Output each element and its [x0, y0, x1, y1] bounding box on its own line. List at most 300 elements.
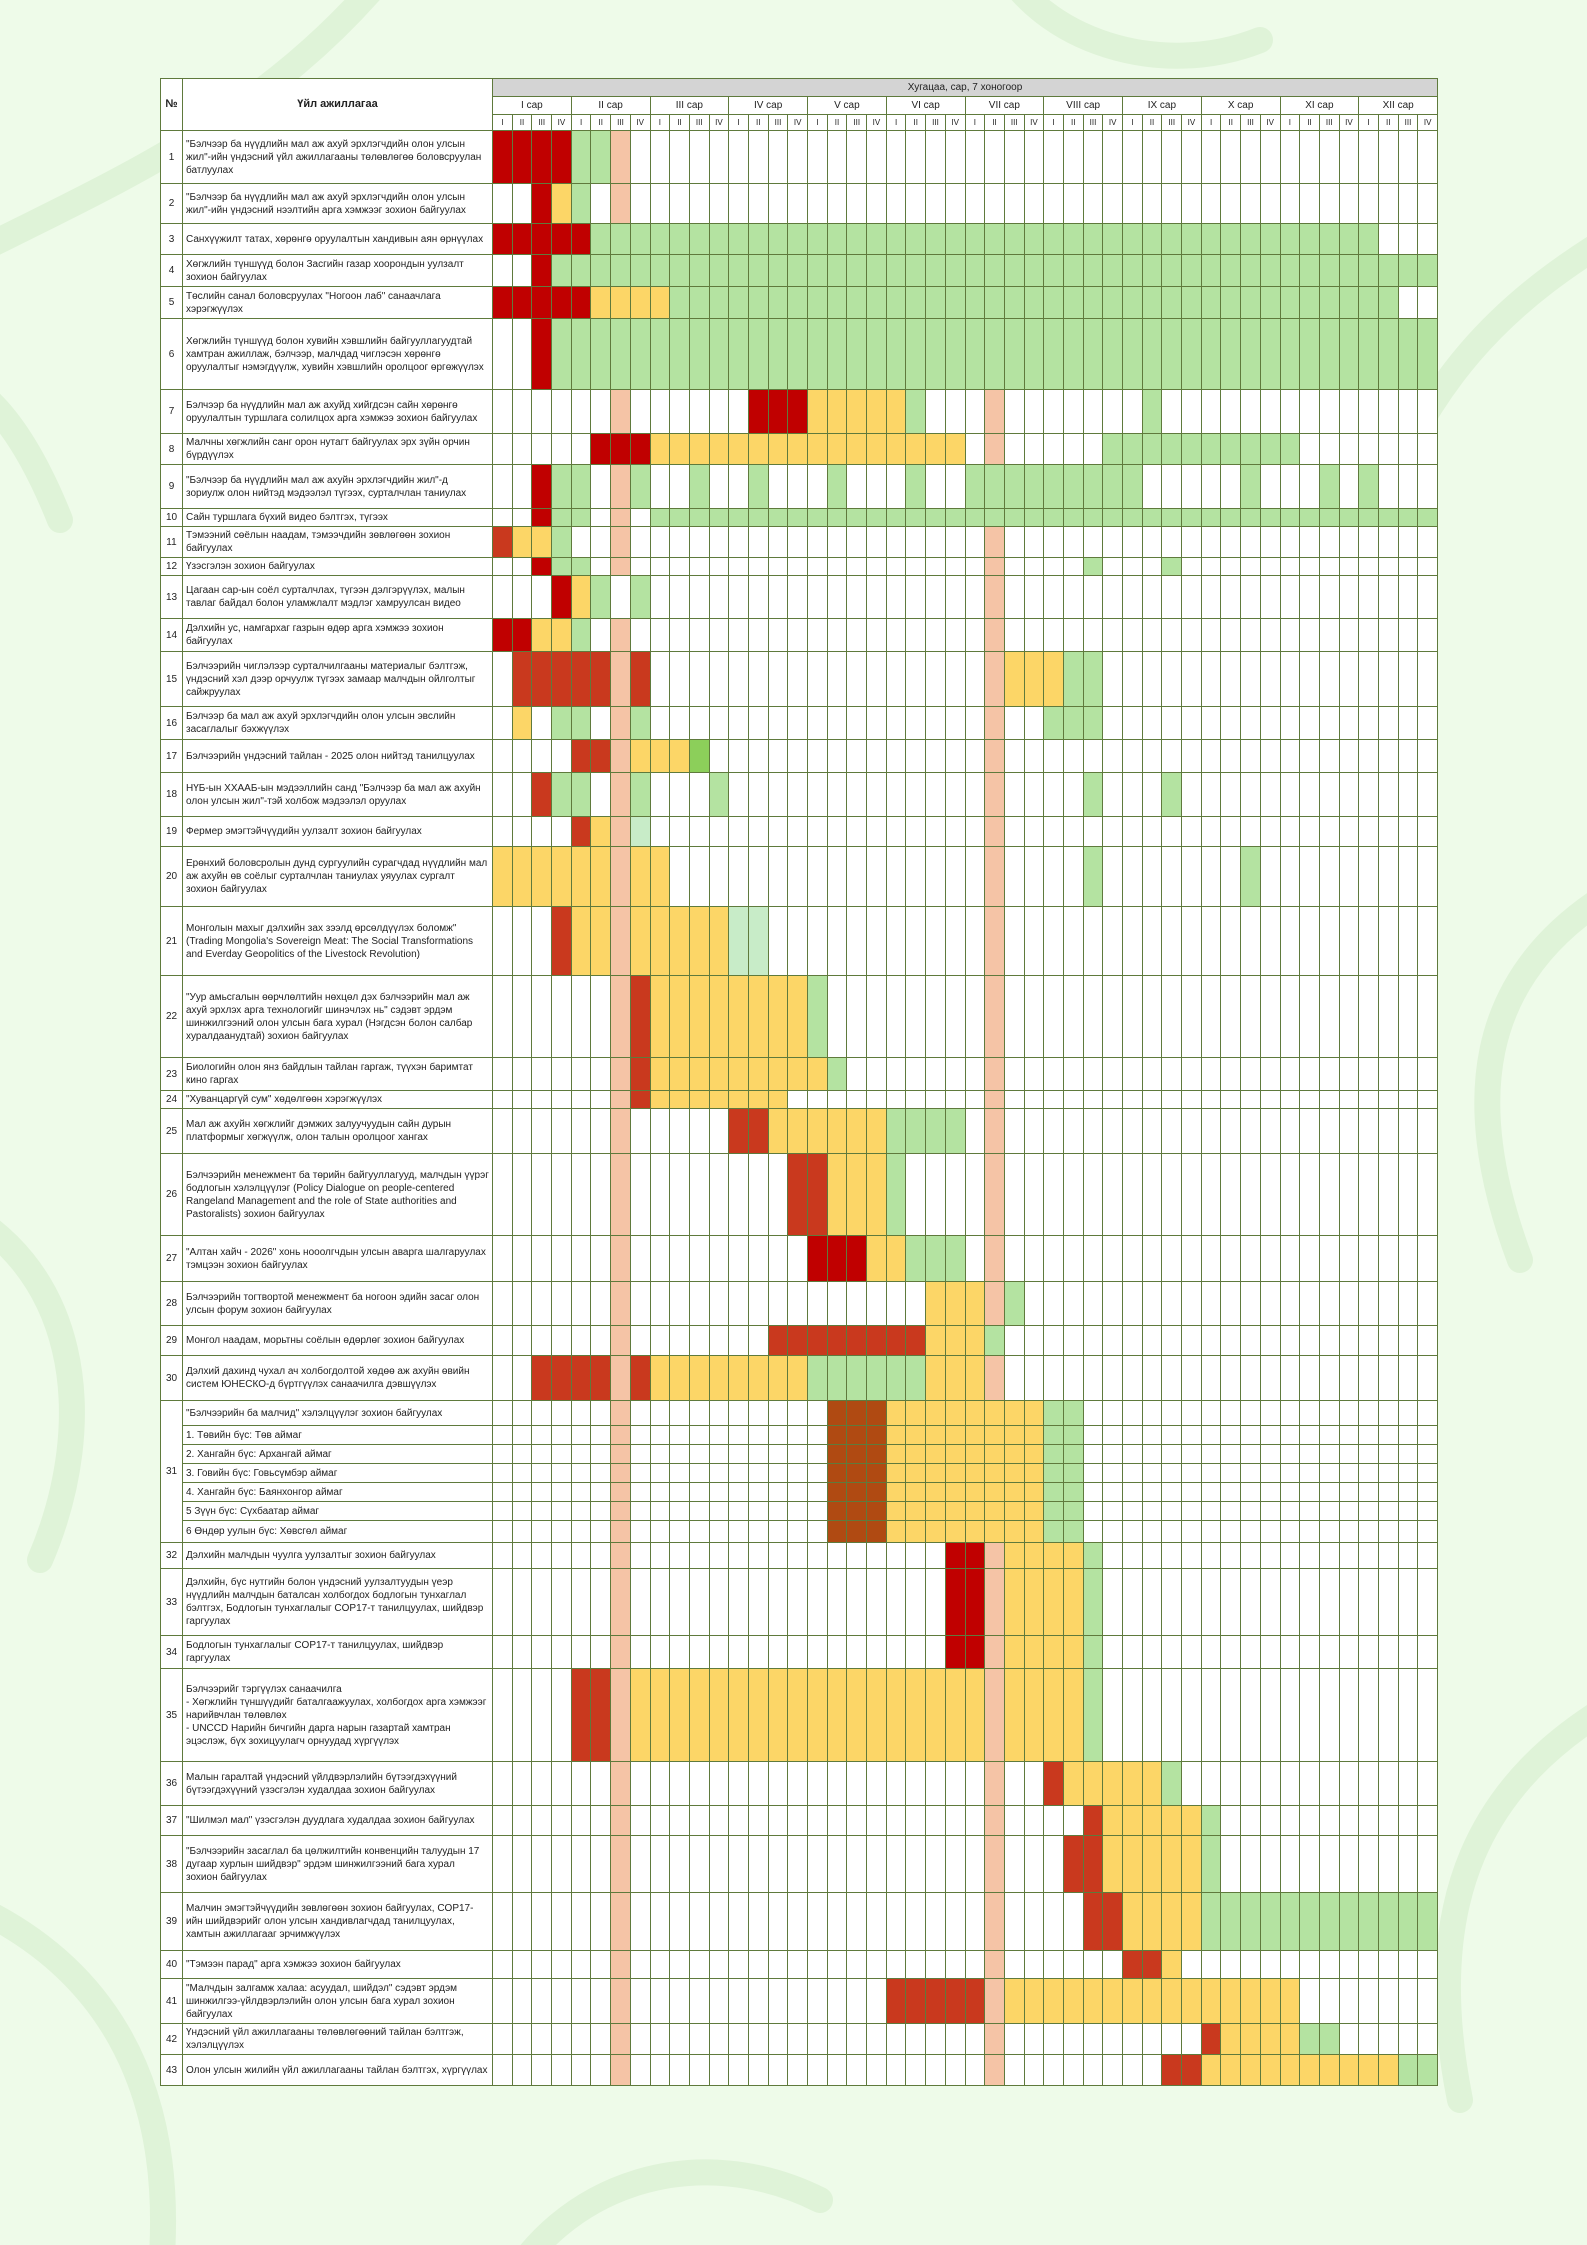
schedule-cell — [1280, 1109, 1300, 1154]
schedule-cell — [1221, 652, 1241, 707]
schedule-cell — [630, 527, 650, 558]
schedule-cell — [532, 390, 552, 434]
schedule-cell-filled — [867, 255, 887, 287]
schedule-cell-filled — [1063, 1543, 1083, 1569]
schedule-cell — [571, 527, 591, 558]
schedule-cell — [1300, 1502, 1320, 1521]
schedule-cell — [1221, 847, 1241, 907]
schedule-cell — [512, 1483, 532, 1502]
schedule-cell-filled — [1083, 847, 1103, 907]
schedule-cell — [768, 1521, 788, 1543]
schedule-cell — [591, 2024, 611, 2055]
schedule-cell-filled — [1024, 1464, 1044, 1483]
activity-description: "Бэлчээр ба нүүдлийн мал аж ахуйн эрхлэгчдийн жил"-д зориулж олон нийтэд мэдээлэл түгээх, сурталчлан таниулах — [183, 465, 493, 509]
schedule-cell — [1142, 817, 1162, 847]
schedule-cell-filled — [1241, 255, 1261, 287]
schedule-cell-filled — [571, 558, 591, 576]
schedule-cell — [1280, 1445, 1300, 1464]
schedule-cell — [906, 1569, 926, 1636]
schedule-cell — [493, 1636, 513, 1669]
schedule-cell — [808, 131, 828, 184]
schedule-cell — [591, 1806, 611, 1836]
row-number: 35 — [161, 1669, 183, 1762]
schedule-cell — [1063, 2024, 1083, 2055]
schedule-cell-filled — [630, 817, 650, 847]
schedule-cell — [512, 558, 532, 576]
schedule-cell-filled — [611, 558, 631, 576]
schedule-cell — [493, 2055, 513, 2086]
schedule-cell-filled — [965, 1445, 985, 1464]
schedule-cell — [532, 1836, 552, 1893]
schedule-cell — [1063, 1109, 1083, 1154]
schedule-cell — [1103, 1058, 1123, 1091]
schedule-cell — [1024, 1326, 1044, 1356]
month-header: IV сар — [729, 97, 808, 115]
schedule-cell — [1241, 707, 1261, 740]
activity-description: Хөгжлийн түншүүд болон Засгийн газар хоорондын уулзалт зохион байгуулах — [183, 255, 493, 287]
schedule-cell — [1063, 1091, 1083, 1109]
schedule-cell — [926, 1806, 946, 1836]
schedule-cell — [827, 184, 847, 224]
schedule-cell-filled — [571, 465, 591, 509]
schedule-cell-filled — [670, 976, 690, 1058]
schedule-cell — [1221, 527, 1241, 558]
activity-description: Бэлчээр ба нүүдлийн мал аж ахуйд хийгдсэн сайн хөрөнгө оруулалтын туршлага солилцох арга хэмжээ зохион байгуулах — [183, 390, 493, 434]
week-header: III — [689, 115, 709, 131]
row-number: 23 — [161, 1058, 183, 1091]
schedule-cell-filled — [1201, 1979, 1221, 2024]
schedule-cell — [1221, 907, 1241, 976]
schedule-cell-filled — [768, 1091, 788, 1109]
schedule-cell — [1024, 817, 1044, 847]
schedule-cell — [788, 2055, 808, 2086]
schedule-cell-filled — [788, 434, 808, 465]
schedule-cell-filled — [926, 1521, 946, 1543]
schedule-cell-filled — [1004, 1401, 1024, 1426]
schedule-cell — [729, 1154, 749, 1236]
schedule-cell-filled — [630, 1669, 650, 1762]
schedule-cell — [886, 576, 906, 619]
schedule-cell — [808, 1979, 828, 2024]
schedule-cell — [1044, 740, 1064, 773]
schedule-cell-filled — [611, 1326, 631, 1356]
schedule-cell — [1300, 1569, 1320, 1636]
schedule-cell — [1024, 558, 1044, 576]
table-row — [161, 1636, 1438, 1669]
schedule-cell — [709, 2055, 729, 2086]
schedule-cell — [729, 2055, 749, 2086]
schedule-cell — [1378, 907, 1398, 976]
schedule-cell — [867, 2055, 887, 2086]
schedule-cell — [1241, 1464, 1261, 1483]
schedule-cell — [1300, 847, 1320, 907]
schedule-cell — [1359, 1356, 1379, 1401]
schedule-cell-filled — [1044, 1445, 1064, 1464]
row-number: 31 — [161, 1401, 183, 1543]
activity-description: Биологийн олон янз байдлын тайлан гаргаж, түүхэн баримтат кино гаргах — [183, 1058, 493, 1091]
schedule-cell — [493, 707, 513, 740]
schedule-cell — [1339, 1356, 1359, 1401]
schedule-cell — [1044, 1109, 1064, 1154]
schedule-cell-filled — [827, 1426, 847, 1445]
schedule-cell-filled — [1221, 1979, 1241, 2024]
schedule-cell — [571, 2055, 591, 2086]
schedule-cell — [1162, 740, 1182, 773]
schedule-cell-filled — [867, 1464, 887, 1483]
schedule-cell — [1241, 1669, 1261, 1762]
schedule-cell — [630, 1109, 650, 1154]
schedule-cell — [1162, 907, 1182, 976]
schedule-cell — [1260, 527, 1280, 558]
schedule-cell — [768, 1951, 788, 1979]
schedule-cell — [788, 847, 808, 907]
schedule-cell — [886, 1951, 906, 1979]
schedule-cell — [1260, 131, 1280, 184]
schedule-cell — [591, 1326, 611, 1356]
schedule-cell-filled — [1024, 1569, 1044, 1636]
schedule-cell-filled — [552, 131, 572, 184]
schedule-cell — [493, 1951, 513, 1979]
schedule-cell-filled — [1280, 434, 1300, 465]
schedule-cell-filled — [867, 390, 887, 434]
schedule-cell — [512, 1091, 532, 1109]
schedule-cell — [493, 1669, 513, 1762]
schedule-cell — [709, 707, 729, 740]
schedule-cell — [512, 465, 532, 509]
action-plan-table — [160, 78, 1438, 2086]
schedule-cell — [512, 255, 532, 287]
schedule-cell — [709, 465, 729, 509]
schedule-cell — [1024, 1762, 1044, 1806]
schedule-cell-filled — [965, 1282, 985, 1326]
schedule-cell-filled — [1162, 773, 1182, 817]
schedule-cell — [1221, 1521, 1241, 1543]
schedule-cell — [847, 1893, 867, 1951]
schedule-cell — [808, 1401, 828, 1426]
schedule-cell — [1398, 1445, 1418, 1464]
schedule-cell — [1182, 1058, 1202, 1091]
schedule-cell — [729, 2024, 749, 2055]
schedule-cell — [1418, 1762, 1438, 1806]
schedule-cell — [1398, 619, 1418, 652]
schedule-cell — [709, 558, 729, 576]
schedule-cell — [768, 1502, 788, 1521]
schedule-cell-filled — [847, 287, 867, 319]
schedule-cell — [1182, 1356, 1202, 1401]
schedule-cell — [1241, 576, 1261, 619]
schedule-cell — [788, 1236, 808, 1282]
schedule-cell — [768, 652, 788, 707]
schedule-cell — [965, 1236, 985, 1282]
schedule-cell — [886, 1282, 906, 1326]
schedule-cell — [1221, 1401, 1241, 1426]
schedule-cell — [1398, 652, 1418, 707]
schedule-cell — [1123, 131, 1143, 184]
schedule-cell — [1418, 1091, 1438, 1109]
schedule-cell — [1339, 907, 1359, 976]
schedule-cell — [630, 1483, 650, 1502]
schedule-cell — [1123, 1356, 1143, 1401]
schedule-cell — [670, 707, 690, 740]
schedule-cell — [650, 1154, 670, 1236]
schedule-cell — [945, 773, 965, 817]
schedule-cell-filled — [493, 131, 513, 184]
schedule-cell — [886, 558, 906, 576]
schedule-cell-filled — [1083, 1543, 1103, 1569]
schedule-cell-filled — [965, 287, 985, 319]
schedule-cell-filled — [827, 1483, 847, 1502]
schedule-cell — [512, 1893, 532, 1951]
schedule-cell-filled — [886, 1483, 906, 1502]
schedule-cell — [1103, 1154, 1123, 1236]
schedule-cell-filled — [729, 1091, 749, 1109]
schedule-cell — [1123, 1154, 1143, 1236]
activity-description: Бэлчээрийг тэргүүлэх санаачилга - Хөгжлийн түншүүдийг баталгаажуулах, холбогдох арга хэмжээг нарийвчлан төлөвлөх - UNCCD Нарийн бичгийн дарга нарын газартай хамтран эцэслэж, бүх зохицуулагч орнуудад хүргүүлэх — [183, 1669, 493, 1762]
schedule-cell-filled — [571, 707, 591, 740]
schedule-cell-filled — [611, 1109, 631, 1154]
schedule-cell-filled — [788, 1356, 808, 1401]
activity-description: Хөгжлийн түншүүд болон хувийн хэвшлийн байгууллагуудтай хамтран ажиллаж, бэлчээр, малчдад чиглэсэн хөрөнгө оруулалтыг нэмэгдүүлж, хувийн хэвшлийн оролцоог өргөжүүлэх — [183, 319, 493, 390]
month-header: VI сар — [886, 97, 965, 115]
schedule-cell — [1280, 1356, 1300, 1401]
schedule-cell — [650, 1109, 670, 1154]
schedule-cell — [1319, 1836, 1339, 1893]
schedule-cell-filled — [1083, 465, 1103, 509]
schedule-cell-filled — [1260, 1893, 1280, 1951]
schedule-cell — [1300, 1356, 1320, 1401]
schedule-cell-filled — [1162, 287, 1182, 319]
row-number: 43 — [161, 2055, 183, 2086]
schedule-cell — [1201, 1236, 1221, 1282]
schedule-cell — [709, 1502, 729, 1521]
schedule-cell-filled — [1201, 2055, 1221, 2086]
schedule-cell-filled — [532, 652, 552, 707]
schedule-cell — [1182, 619, 1202, 652]
month-header: VII сар — [965, 97, 1044, 115]
schedule-cell — [650, 1979, 670, 2024]
schedule-cell-filled — [630, 907, 650, 976]
schedule-cell — [788, 817, 808, 847]
schedule-cell — [591, 1282, 611, 1326]
schedule-cell-filled — [985, 1483, 1005, 1502]
schedule-cell — [532, 1951, 552, 1979]
schedule-cell — [670, 131, 690, 184]
schedule-cell — [1359, 1091, 1379, 1109]
schedule-cell — [1280, 1401, 1300, 1426]
schedule-cell — [788, 2024, 808, 2055]
schedule-cell — [1063, 1951, 1083, 1979]
schedule-cell-filled — [571, 619, 591, 652]
schedule-cell-filled — [906, 1445, 926, 1464]
schedule-cell — [1280, 1154, 1300, 1236]
schedule-cell — [1378, 558, 1398, 576]
schedule-cell — [512, 1806, 532, 1836]
schedule-cell — [493, 1356, 513, 1401]
schedule-cell — [689, 1521, 709, 1543]
schedule-cell — [808, 707, 828, 740]
schedule-cell-filled — [926, 1483, 946, 1502]
schedule-cell — [1044, 558, 1064, 576]
schedule-cell-filled — [611, 1282, 631, 1326]
schedule-cell — [1182, 131, 1202, 184]
schedule-cell-filled — [571, 255, 591, 287]
schedule-cell — [1339, 1426, 1359, 1445]
schedule-cell — [532, 1806, 552, 1836]
schedule-cell-filled — [611, 1502, 631, 1521]
schedule-cell — [827, 773, 847, 817]
schedule-cell — [1398, 1669, 1418, 1762]
schedule-cell-filled — [552, 619, 572, 652]
week-header: IV — [630, 115, 650, 131]
schedule-cell — [493, 509, 513, 527]
schedule-cell — [729, 1893, 749, 1951]
schedule-cell — [1182, 576, 1202, 619]
schedule-cell — [926, 2024, 946, 2055]
schedule-cell — [512, 1426, 532, 1445]
schedule-cell — [1300, 740, 1320, 773]
schedule-cell-filled — [1280, 2024, 1300, 2055]
schedule-cell — [867, 1091, 887, 1109]
schedule-cell — [1142, 1058, 1162, 1091]
schedule-cell-filled — [788, 976, 808, 1058]
schedule-cell-filled — [1103, 465, 1123, 509]
schedule-cell — [1083, 1464, 1103, 1483]
schedule-cell — [1241, 1569, 1261, 1636]
schedule-cell — [1103, 1521, 1123, 1543]
schedule-cell — [748, 1401, 768, 1426]
schedule-cell-filled — [926, 434, 946, 465]
schedule-cell-filled — [1142, 434, 1162, 465]
schedule-cell — [1378, 434, 1398, 465]
schedule-cell-filled — [591, 434, 611, 465]
schedule-cell-filled — [591, 224, 611, 255]
schedule-cell — [768, 847, 788, 907]
schedule-cell — [729, 1806, 749, 1836]
schedule-cell — [512, 184, 532, 224]
schedule-cell — [1103, 576, 1123, 619]
schedule-cell — [1083, 1502, 1103, 1521]
schedule-cell-filled — [571, 740, 591, 773]
schedule-cell-filled — [906, 1521, 926, 1543]
schedule-cell — [827, 558, 847, 576]
table-row — [161, 287, 1438, 319]
schedule-cell-filled — [985, 1445, 1005, 1464]
schedule-cell — [886, 1893, 906, 1951]
schedule-cell-filled — [926, 1464, 946, 1483]
schedule-cell-filled — [886, 255, 906, 287]
schedule-cell-filled — [1300, 1893, 1320, 1951]
schedule-cell — [1319, 1058, 1339, 1091]
schedule-cell-filled — [571, 576, 591, 619]
schedule-cell — [1182, 907, 1202, 976]
schedule-cell — [1162, 527, 1182, 558]
schedule-cell — [1142, 1569, 1162, 1636]
schedule-cell — [1083, 1401, 1103, 1426]
schedule-cell — [1004, 1058, 1024, 1091]
schedule-cell-filled — [512, 619, 532, 652]
schedule-cell — [1418, 1282, 1438, 1326]
week-header: II — [1378, 115, 1398, 131]
schedule-cell-filled — [768, 1109, 788, 1154]
schedule-cell — [1398, 1636, 1418, 1669]
schedule-cell — [906, 1154, 926, 1236]
schedule-cell — [1300, 1445, 1320, 1464]
schedule-cell — [867, 907, 887, 976]
schedule-cell-filled — [906, 465, 926, 509]
schedule-cell — [748, 576, 768, 619]
schedule-cell — [1083, 1521, 1103, 1543]
schedule-cell — [650, 1543, 670, 1569]
schedule-cell — [1162, 1282, 1182, 1326]
schedule-cell — [532, 1058, 552, 1091]
schedule-cell — [808, 907, 828, 976]
schedule-cell-filled — [827, 319, 847, 390]
schedule-cell — [1221, 1836, 1241, 1893]
schedule-cell — [729, 1543, 749, 1569]
schedule-cell — [748, 740, 768, 773]
schedule-cell — [571, 1058, 591, 1091]
schedule-cell — [1004, 2024, 1024, 2055]
schedule-cell-filled — [670, 319, 690, 390]
activity-description: Бэлчээрийн тогтвортой менежмент ба ногоон эдийн засаг олон улсын форум зохион байгуулах — [183, 1282, 493, 1326]
schedule-cell-filled — [1182, 319, 1202, 390]
schedule-cell — [1083, 184, 1103, 224]
schedule-cell — [1241, 131, 1261, 184]
schedule-cell — [1103, 1426, 1123, 1445]
schedule-cell-filled — [611, 652, 631, 707]
schedule-cell — [1162, 465, 1182, 509]
schedule-cell-filled — [591, 255, 611, 287]
schedule-cell — [1241, 558, 1261, 576]
schedule-cell — [552, 1326, 572, 1356]
schedule-cell-filled — [886, 1464, 906, 1483]
schedule-cell-filled — [1359, 319, 1379, 390]
schedule-cell-filled — [1063, 707, 1083, 740]
schedule-cell-filled — [552, 907, 572, 976]
week-header: I — [1280, 115, 1300, 131]
schedule-cell — [1260, 817, 1280, 847]
schedule-cell — [670, 2055, 690, 2086]
schedule-cell — [926, 773, 946, 817]
schedule-cell-filled — [709, 434, 729, 465]
schedule-cell-filled — [729, 1356, 749, 1401]
schedule-cell-filled — [748, 907, 768, 976]
schedule-cell — [1339, 1091, 1359, 1109]
schedule-cell — [1004, 1951, 1024, 1979]
schedule-cell-filled — [512, 527, 532, 558]
schedule-cell — [591, 1502, 611, 1521]
schedule-cell — [1142, 976, 1162, 1058]
schedule-cell — [532, 1401, 552, 1426]
schedule-cell-filled — [945, 287, 965, 319]
schedule-cell — [1418, 224, 1438, 255]
schedule-cell — [512, 1109, 532, 1154]
schedule-cell-filled — [630, 434, 650, 465]
schedule-cell — [1300, 976, 1320, 1058]
schedule-cell — [1418, 1636, 1438, 1669]
schedule-cell — [1418, 707, 1438, 740]
schedule-cell-filled — [689, 509, 709, 527]
schedule-cell-filled — [926, 1445, 946, 1464]
schedule-cell — [709, 131, 729, 184]
schedule-cell — [1418, 1502, 1438, 1521]
schedule-cell — [1418, 1836, 1438, 1893]
schedule-cell — [1083, 1951, 1103, 1979]
schedule-cell-filled — [552, 707, 572, 740]
schedule-cell — [1083, 1445, 1103, 1464]
schedule-cell — [847, 465, 867, 509]
schedule-cell — [788, 558, 808, 576]
